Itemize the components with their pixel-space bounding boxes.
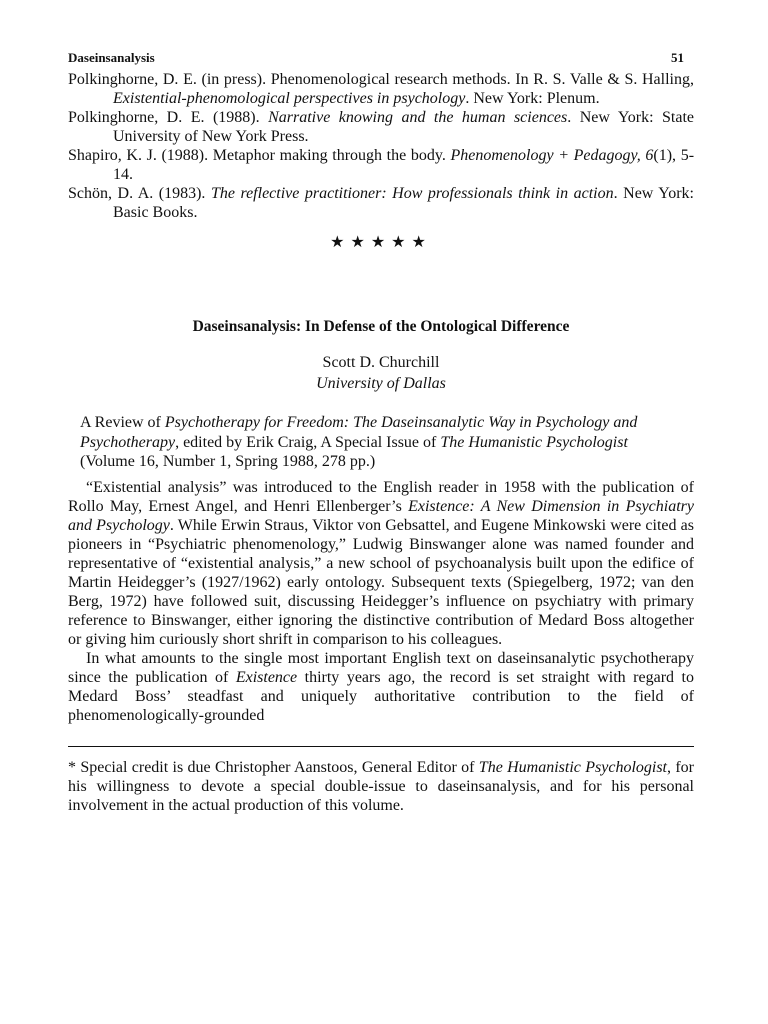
reference-entry: Shapiro, K. J. (1988). Metaphor making through the body. Phenomenology + Pedagogy, 6(1), 5-14.: [68, 147, 695, 183]
running-title: Daseinsanalysis: [68, 50, 155, 65]
paragraph: “Existential analysis” was introduced to the English reader in 1958 with the publication of Rollo May, Ernest Angel, and Henri Ellenberger’s Existence: A New Dimension in Psychiatry and Psychology. While Erwin Straus, Viktor von Gebsattel, and Eugene Minkowski were cited as pioneers in “Psychiatric phenomenology,” Ludwig Binswanger alone was named founder and representative of “existential analysis,” a new school of psychoanalysis built upon the edifice of Martin Heidegger’s (1927/1962) early ontology. Subsequent texts (Spiegelberg, 1972; van den Berg, 1972) have followed suit, discussing Heidegger’s influence on psychiatry with primary reference to Binswanger, either ignoring the distinctive contribution of Medard Boss altogether or giving him curiously short shrift in comparison to his colleagues.: [68, 478, 695, 648]
footnote: * Special credit is due Christopher Aanstoos, General Editor of The Humanistic Psychologist, for his willingness to devote a special double-issue to daseinsanalysis, and for his personal involvement in the actual production of this volume.: [68, 758, 695, 814]
reference-entry: Polkinghorne, D. E. (in press). Phenomenological research methods. In R. S. Valle & S. Halling, Existential-phenomological perspectives in psychology. New York: Plenum.: [68, 71, 694, 107]
page: [68, 46, 694, 815]
article-author: Scott D. Churchill: [322, 354, 440, 371]
running-header: [68, 46, 694, 70]
page-number: 51: [671, 50, 684, 65]
article-title: Daseinsanalysis: In Defense of the Ontological Difference: [192, 318, 570, 335]
review-citation: A Review of Psychotherapy for Freedom: The Daseinsanalytic Way in Psychology and Psychotherapy, edited by Erik Craig, A Special Issue of The Humanistic Psychologist (Volume 16, Number 1, Spring 1988, 278 pp.): [80, 414, 638, 470]
reference-entry: Polkinghorne, D. E. (1988). Narrative knowing and the human sciences. New York: State University of New York Press.: [68, 109, 695, 145]
reference-list: [68, 70, 694, 222]
reference-entry: Schön, D. A. (1983). The reflective practitioner: How professionals think in action. New York: Basic Books.: [68, 185, 694, 221]
section-divider-stars: ★★★★★: [330, 234, 432, 251]
footnote-divider: [68, 746, 694, 747]
article-affiliation: University of Dallas: [316, 375, 446, 392]
body-text: [68, 478, 694, 725]
paragraph: In what amounts to the single most important English text on daseinsanalytic psychotherapy since the publication of Existence thirty years ago, the record is set straight with regard to Medard Boss’ steadfast and uniquely authoritative contribution to the field of phenomenologically-grounded: [68, 649, 694, 724]
